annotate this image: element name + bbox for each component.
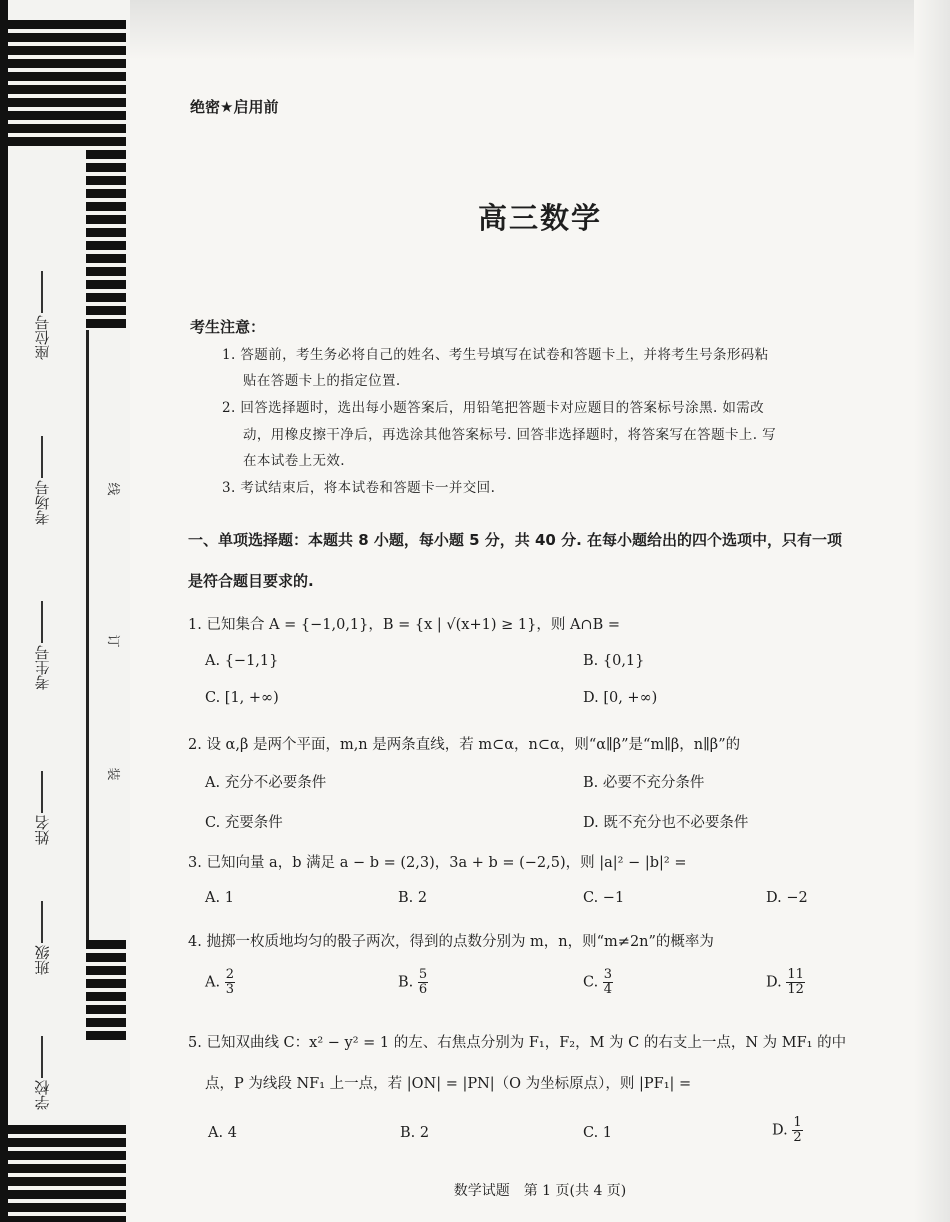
fraction: $\frac{2}{3}$ xyxy=(225,967,234,997)
notice-item-1-cont: 贴在答题卡上的指定位置. xyxy=(243,373,401,389)
question-4-option-d: D. $\frac{11}{12}$ xyxy=(766,967,804,997)
field-class: 班级 xyxy=(22,855,62,975)
barcode-block-top xyxy=(8,20,126,150)
question-2-option-a: A. 充分不必要条件 xyxy=(205,775,327,791)
notice-item-2-cont2: 在本试卷上无效. xyxy=(243,453,345,469)
notice-item-2-cont: 动，用橡皮擦干净后，再选涂其他答案标号. 回答非选择题时，将答案写在答题卡上. 写 xyxy=(243,427,777,443)
question-5-option-c: C. 1 xyxy=(583,1125,613,1141)
section-heading-cont: 是符合题目要求的. xyxy=(188,572,314,590)
question-5-stem-cont: 点，P 为线段 NF₁ 上一点，若 |ON| = |PN|（O 为坐标原点），则 |PF₁| = xyxy=(205,1076,692,1092)
barcode-block-lower xyxy=(86,940,126,1040)
question-4-option-c: C. $\frac{3}{4}$ xyxy=(583,967,613,997)
question-4-stem: 4. 抛掷一枚质地均匀的骰子两次，得到的点数分别为 m，n，则“m≠2n”的概率为 xyxy=(188,934,714,950)
binding-strip xyxy=(0,0,130,1222)
scan-shadow-top xyxy=(130,0,950,60)
question-5-option-d: D. $\frac{1}{2}$ xyxy=(772,1115,802,1145)
barcode-block-upper xyxy=(86,150,126,330)
question-2-option-d: D. 既不充分也不必要条件 xyxy=(583,815,749,831)
question-3-stem: 3. 已知向量 a，b 满足 a − b = (2,3)，3a + b = (−2,5)，则 |a|² − |b|² = xyxy=(188,855,687,871)
question-1-option-c: C. [1, +∞) xyxy=(205,690,279,706)
section-heading: 一、单项选择题：本题共 8 小题，每小题 5 分，共 40 分. 在每小题给出的四个选项中，只有一项 xyxy=(188,531,843,549)
question-3-option-a: A. 1 xyxy=(205,890,234,906)
binding-edge xyxy=(0,0,8,1222)
field-name: 姓名 xyxy=(22,725,62,845)
question-5-option-b: B. 2 xyxy=(400,1125,430,1141)
question-4-option-a: A. $\frac{2}{3}$ xyxy=(205,967,234,997)
question-3-option-c: C. −1 xyxy=(583,890,625,906)
barcode-block-bottom xyxy=(8,1125,126,1222)
cut-mark-seal: 装 xyxy=(107,764,121,780)
fraction: $\frac{11}{12}$ xyxy=(787,967,804,997)
fraction: $\frac{5}{6}$ xyxy=(418,967,428,997)
question-4-option-b: B. $\frac{5}{6}$ xyxy=(398,967,428,997)
page-footer: 数学试题 第 1 页(共 4 页) xyxy=(453,1183,627,1199)
cut-mark-bind: 订 xyxy=(107,631,121,647)
page-title: 高三数学 xyxy=(477,201,602,235)
fraction: $\frac{1}{2}$ xyxy=(793,1115,802,1145)
notice-item-1: 1. 答题前，考生务必将自己的姓名、考生号填写在试卷和答题卡上，并将考生号条形码粘 xyxy=(222,347,769,363)
field-school: 学校 xyxy=(22,990,62,1110)
question-3-option-d: D. −2 xyxy=(766,890,808,906)
question-1-option-a: A. {−1,1} xyxy=(205,653,279,669)
notice-heading: 考生注意： xyxy=(190,318,266,336)
field-candidate-number: 考生号 xyxy=(22,570,62,690)
question-2-option-b: B. 必要不充分条件 xyxy=(583,775,705,791)
binding-line xyxy=(86,330,89,940)
field-exam-room: 考场号 xyxy=(22,405,62,525)
question-3-option-b: B. 2 xyxy=(398,890,428,906)
question-1-option-d: D. [0, +∞) xyxy=(583,690,658,706)
question-1-option-b: B. {0,1} xyxy=(583,653,645,669)
notice-item-3: 3. 考试结束后，将本试卷和答题卡一并交回. xyxy=(222,480,496,496)
notice-item-2: 2. 回答选择题时，选出每小题答案后，用铅笔把答题卡对应题目的答案标号涂黑. 如需改 xyxy=(222,400,765,416)
field-seat-number: 座位号 xyxy=(22,240,62,360)
question-1-stem: 1. 已知集合 A = {−1,0,1}，B = {x | √(x+1) ≥ 1}，则 A∩B = xyxy=(188,617,620,633)
cut-mark-line: 线 xyxy=(107,479,121,495)
question-2-option-c: C. 充要条件 xyxy=(205,815,283,831)
scan-shadow-right xyxy=(914,0,950,1222)
question-5-option-a: A. 4 xyxy=(208,1125,237,1141)
fraction: $\frac{3}{4}$ xyxy=(603,967,613,997)
question-5-stem: 5. 已知双曲线 C：x² − y² = 1 的左、右焦点分别为 F₁，F₂，M 为 C 的右支上一点，N 为 MF₁ 的中 xyxy=(188,1035,847,1051)
question-2-stem: 2. 设 α,β 是两个平面，m,n 是两条直线，若 m⊂α，n⊂α，则“α∥β”是“m∥β，n∥β”的 xyxy=(188,737,741,753)
confidential-label: 绝密★启用前 xyxy=(190,98,279,116)
